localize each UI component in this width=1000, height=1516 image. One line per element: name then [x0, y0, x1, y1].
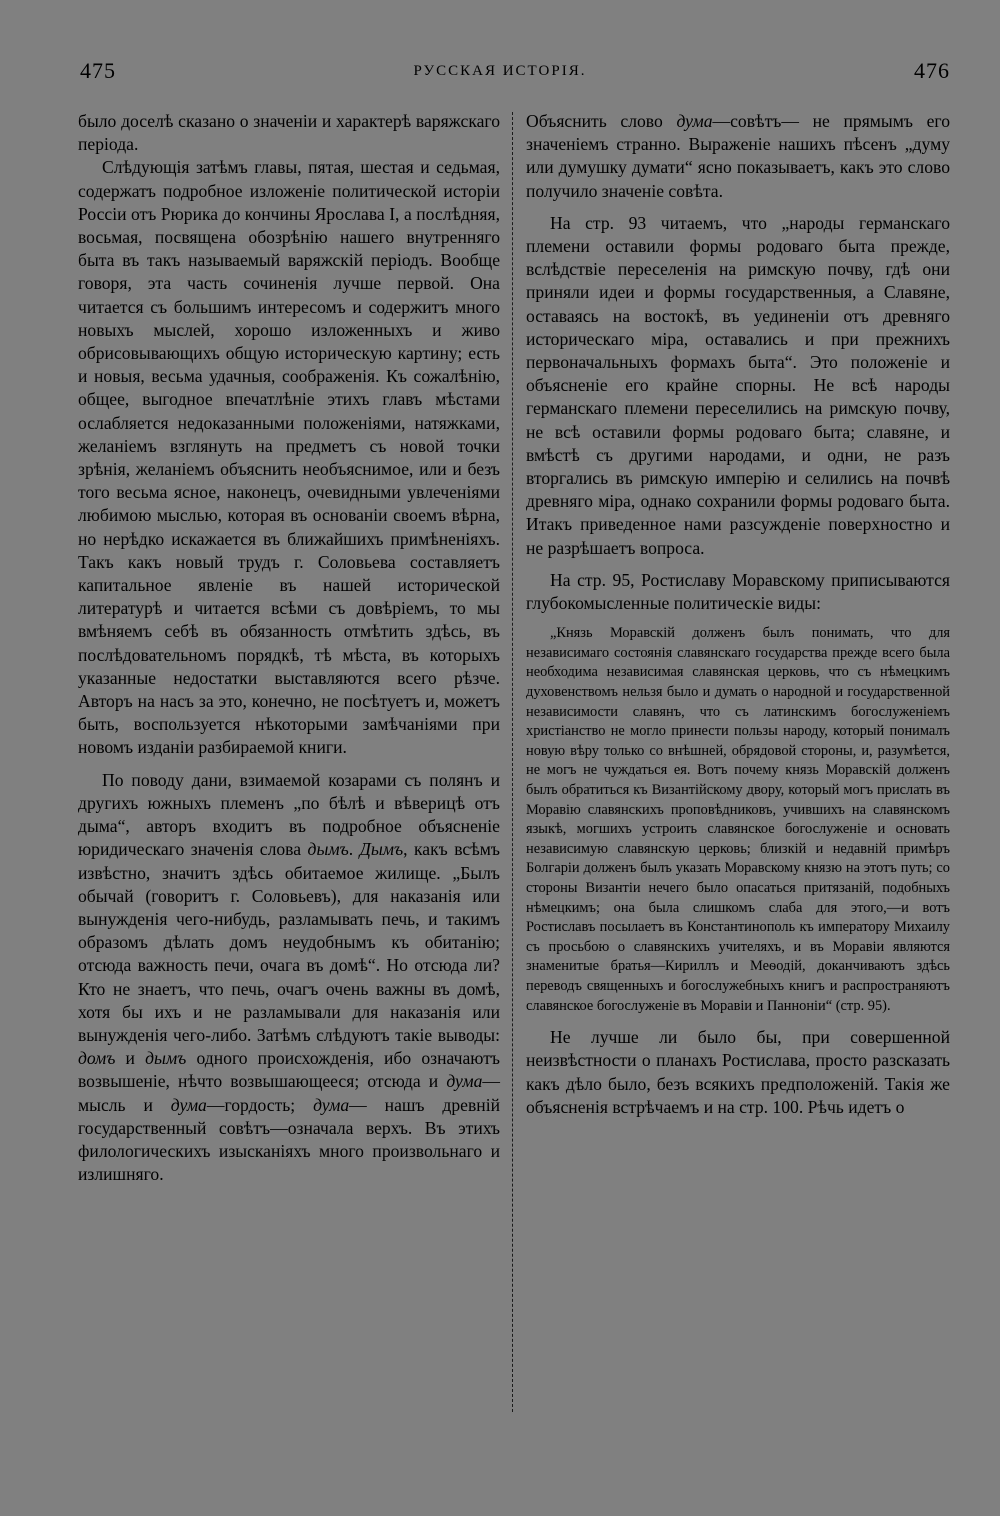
- paragraph: Не лучше ли было бы, при совершенной неизвѣстности о планахъ Ростислава, просто разсказать какъ дѣло было, безъ всякихъ предположеній. Такія же объясненія встрѣчаемъ и на стр. 100. Рѣчь идетъ о: [526, 1027, 950, 1117]
- italic-word: дума: [313, 1094, 350, 1115]
- text-run: одного происхожденія, ибо означаютъ возвышеніе, нѣчто возвышающееся; отсюда и: [78, 1048, 500, 1092]
- text-run: —мысль и: [78, 1071, 500, 1115]
- text-run: —гордость;: [206, 1094, 314, 1115]
- page-number-left: 475: [80, 58, 116, 83]
- italic-word: дума: [446, 1071, 483, 1092]
- page-number-right: 476: [914, 58, 950, 83]
- italic-word: дума: [676, 111, 713, 131]
- column-divider: [512, 112, 513, 1412]
- italic-word: дымъ: [307, 839, 349, 860]
- text-run: .: [348, 839, 360, 860]
- paragraph: На стр. 95, Ростиславу Моравскому приписываются глубокомысленные политическіе виды:: [526, 569, 950, 614]
- italic-word: домъ: [78, 1048, 116, 1069]
- text-run: — нашъ древній государственный совѣтъ—означала верхъ. Въ этихъ филологическихъ изысканіяхъ много произвольнаго и излишняго.: [78, 1094, 501, 1185]
- italic-word: дымъ: [145, 1048, 187, 1069]
- paragraph: Слѣдующія затѣмъ главы, пятая, шестая и седьмая, содержатъ подробное изложеніе политической исторіи Россіи отъ Рюрика до кончины Ярослава I, а послѣдняя, восьмая, посвящена обозрѣнію нашего внутренняго быта въ такъ называемый варяжскій періодъ. Вообще говоря, эта часть сочиненія лучше первой. Она читается съ большимъ интересомъ и содержитъ много новыхъ мыслей, хорошо изложенныхъ и живо обрисовывающихъ общую историческую картину; есть и новыя, весьма удачныя, соображенія. Къ сожалѣнію, общее, выгодное впечатлѣніе этихъ главъ мѣстами ослабляется недоказанными положеніями, натяжками, желаніемъ взглянуть на предметъ съ новой точки зрѣнія, желаніемъ объяснить необъяснимое, или и безъ того весьма ясное, наконецъ, очевидными увлеченіями любимою мыслью, которая въ основаніи своемъ вѣрна, но нерѣдко искажается въ ближайшихъ примѣненіяхъ. Такъ какъ новый трудъ г. Соловьева составляетъ капитальное явленіе въ нашей исторической литературѣ и читается всѣми съ довѣріемъ, то мы вмѣняемъ себѣ въ обязанность отмѣтить здѣсь, въ послѣдовательномъ порядкѣ, тѣ мѣста, въ которыхъ указанные недостатки выставляются всего рѣзче. Авторъ на насъ за это, конечно, не посѣтуетъ и, можетъ быть, воспользуется нѣкоторыми замѣчаніями при новомъ изданіи разбираемой книги.: [78, 157, 500, 758]
- running-title: РУССКАЯ ИСТОРІЯ.: [413, 63, 587, 79]
- text-run: —совѣтъ— не прямымъ его значеніемъ странно. Выраженіе нашихъ пѣсенъ „думу или думушку думати“ ясно показываетъ, какъ это слово получило значеніе совѣта.: [526, 111, 950, 201]
- italic-word: Дымъ: [359, 839, 404, 860]
- paragraph: [526, 110, 950, 203]
- left-column: [78, 110, 500, 1186]
- right-column: [526, 110, 950, 1119]
- italic-word: дума: [170, 1094, 207, 1115]
- block-quote: „Князь Моравскій долженъ былъ понимать, что для независимаго состоянія славянскаго государства прежде всего была необходима независимая славянская церковь, что съ нѣмецкимъ духовенствомъ нельзя было и думать о народной и государственной независимости славянъ, что съ латинскимъ богослуженіемъ христіанство не могло принести пользы народу, который понималъ новую вѣру только со внѣшней, обрядовой стороны, и, разумѣется, не могъ не чуждаться ея. Вотъ почему князь Моравскій долженъ былъ обратиться къ Византійскому двору, который могъ прислать въ Моравію славянскихъ проповѣдниковъ, учившихъ на славянскомъ языкѣ, могшихъ устроить славянское богослуженіе и основать независимую славянскую церковь; близкій и недавній примѣръ Болгаріи долженъ былъ указать Моравскому князю на этотъ путь; со стороны Византіи нечего было опасаться притязаній, подобныхъ нѣмецкимъ; она была слишкомъ слаба для этого,—и вотъ Ростиславъ посылаетъ въ Константинополь къ императору Михаилу съ просьбою о славянскихъ учителяхъ, и въ Моравіи являются знаменитые братья—Кириллъ и Меѳодій, доканчиваютъ здѣсь переводъ священныхъ и богослужебныхъ книгъ и распространяютъ славянское богослуженіе въ Моравіи и Панноніи“ (стр. 95).: [526, 625, 950, 1014]
- text-run: , какъ всѣмъ извѣстно, значитъ здѣсь обитаемое жилище. „Былъ обычай (говоритъ г. Соловьевъ), для наказанія или вынужденія чего-нибудь, разламывать печь, и такимъ образомъ дѣлать домъ неудобнымъ къ обитанію; отсюда важность печи, очага въ домѣ“. Но отсюда ли? Кто не знаетъ, что печь, очагъ очень важны въ домѣ, хотя бы ихъ и не разламывали для наказанія или вынужденія чего-либо. Затѣмъ слѣдуютъ такіе выводы:: [78, 839, 501, 1045]
- paragraph: было доселѣ сказано о значеніи и характерѣ варяжскаго періода.: [78, 111, 500, 155]
- text-run: и: [115, 1048, 146, 1069]
- paragraph: [78, 769, 500, 1187]
- text-run: Объяснить слово: [526, 111, 677, 131]
- paragraph: На стр. 93 читаемъ, что „народы германскаго племени оставили формы родоваго быта прежде, вслѣдствіе переселенія на римскую почву, гдѣ они приняли идеи и формы государственныя, а Славяне, оставаясь на востокѣ, въ уединеніи отъ древняго историческаго міра, оставались и при прежнихъ первоначальныхъ формахъ быта“. Это положеніе и объясненіе его крайне спорны. Не всѣ народы германскаго племени переселились на римскую почву, не всѣ оставили формы родоваго быта; славяне, и вмѣстѣ съ другими народами, и одни, не разъ вторгались въ римскую имперію и селились на почвѣ древняго міра, однако сохранили формы родоваго быта. Итакъ приведенное нами разсужденіе поверхностно и не разрѣшаетъ вопроса.: [526, 212, 950, 558]
- text-run: По поводу дани, взимаемой козарами съ полянъ и другихъ южныхъ племенъ „по бѣлѣ и вѣверицѣ отъ дыма“, авторъ входитъ въ подробное объясненіе юридическаго значенія слова: [78, 769, 500, 860]
